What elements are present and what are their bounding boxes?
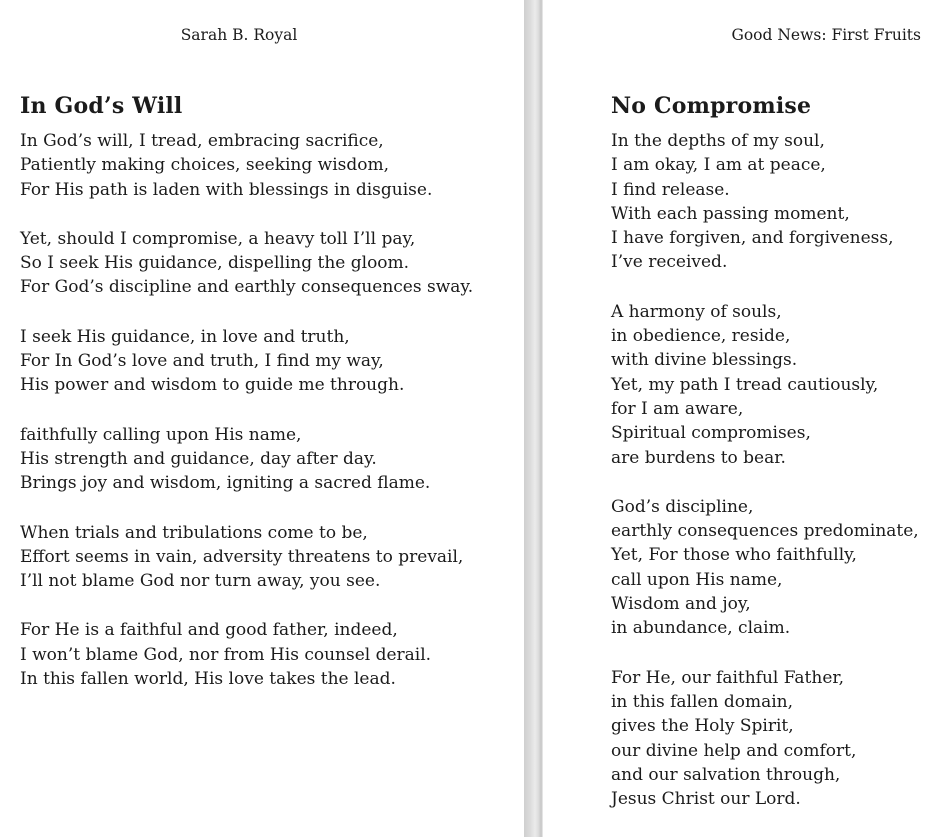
poem-line: For He is a faithful and good father, indeed, xyxy=(20,620,398,641)
poem-line: for I am aware, xyxy=(611,398,744,419)
stanza xyxy=(611,666,921,812)
poem-line: gives the Holy Spirit, xyxy=(611,716,794,737)
poem-line: Jesus Christ our Lord. xyxy=(611,789,801,810)
running-header-right: Good News: First Fruits xyxy=(731,26,921,44)
poem-title-left: In God’s Will xyxy=(20,93,183,119)
poem-line: For His path is laden with blessings in disguise. xyxy=(20,179,433,200)
stanza xyxy=(20,227,474,300)
poem-line: I won’t blame God, nor from His counsel derail. xyxy=(20,644,432,665)
poem-line: When trials and tribulations come to be, xyxy=(20,522,368,543)
poem-line: I’ve received. xyxy=(611,252,728,273)
poem-line: in obedience, reside, xyxy=(611,326,791,347)
poem-line: faithfully calling upon His name, xyxy=(20,424,302,445)
poem-line: are burdens to bear. xyxy=(611,447,786,468)
poem-line: with divine blessings. xyxy=(611,350,798,371)
poem-line: For God’s discipline and earthly consequences sway. xyxy=(20,277,474,298)
poem-line: call upon His name, xyxy=(611,569,783,590)
poem-line: His power and wisdom to guide me through. xyxy=(20,375,405,396)
stanza xyxy=(20,129,458,202)
poem-line: A harmony of souls, xyxy=(611,301,782,322)
poem-line: I have forgiven, and forgiveness, xyxy=(611,228,894,249)
poem-line: in this fallen domain, xyxy=(611,691,794,712)
poem-line: Wisdom and joy, xyxy=(611,594,751,615)
poem-line: Yet, should I compromise, a heavy toll I’ll pay, xyxy=(20,228,416,249)
poem-line: With each passing moment, xyxy=(611,203,850,224)
poem-line: Patiently making choices, seeking wisdom, xyxy=(20,155,390,176)
poem-line: Yet, my path I tread cautiously, xyxy=(611,374,879,395)
poem-line: In the depths of my soul, xyxy=(611,131,825,151)
right-page xyxy=(543,0,949,837)
poem-line: I’ll not blame God nor turn away, you see. xyxy=(20,571,381,592)
poem-line: I find release. xyxy=(611,179,730,200)
poem-title-right: No Compromise xyxy=(611,93,812,119)
stanza xyxy=(20,325,458,398)
stanza xyxy=(611,495,921,641)
poem-line: and our salvation through, xyxy=(611,764,841,785)
poem-line: So I seek His guidance, dispelling the gloom. xyxy=(20,253,410,274)
stanza xyxy=(611,300,921,470)
poem-line: I seek His guidance, in love and truth, xyxy=(20,326,350,347)
stanza xyxy=(20,423,458,496)
poem-line: our divine help and comfort, xyxy=(611,740,857,761)
stanza xyxy=(20,521,464,594)
page-gutter-divider xyxy=(524,0,543,837)
poem-line: Yet, For those who faithfully, xyxy=(611,545,857,566)
poem-line: Spiritual compromises, xyxy=(611,423,811,444)
poem-body-left xyxy=(20,129,474,691)
poem-line: His strength and guidance, day after day. xyxy=(20,448,377,469)
poem-line: earthly consequences predominate, xyxy=(611,521,919,542)
stanza xyxy=(611,129,921,275)
poem-line: Brings joy and wisdom, igniting a sacred flame. xyxy=(20,473,431,494)
poem-line: For He, our faithful Father, xyxy=(611,667,845,688)
running-header-left: Sarah B. Royal xyxy=(180,26,298,44)
poem-line: For In God’s love and truth, I find my way, xyxy=(20,351,384,372)
poem-line: I am okay, I am at peace, xyxy=(611,155,826,176)
poem-line: In this fallen world, His love takes the lead. xyxy=(20,669,396,690)
poem-line: Effort seems in vain, adversity threatens to prevail, xyxy=(20,546,464,567)
poem-line: in abundance, claim. xyxy=(611,618,791,639)
poem-body-right xyxy=(611,129,921,811)
poem-line: In God’s will, I tread, embracing sacrifice, xyxy=(20,131,384,151)
poem-line: God’s discipline, xyxy=(611,496,754,517)
stanza xyxy=(20,618,458,691)
